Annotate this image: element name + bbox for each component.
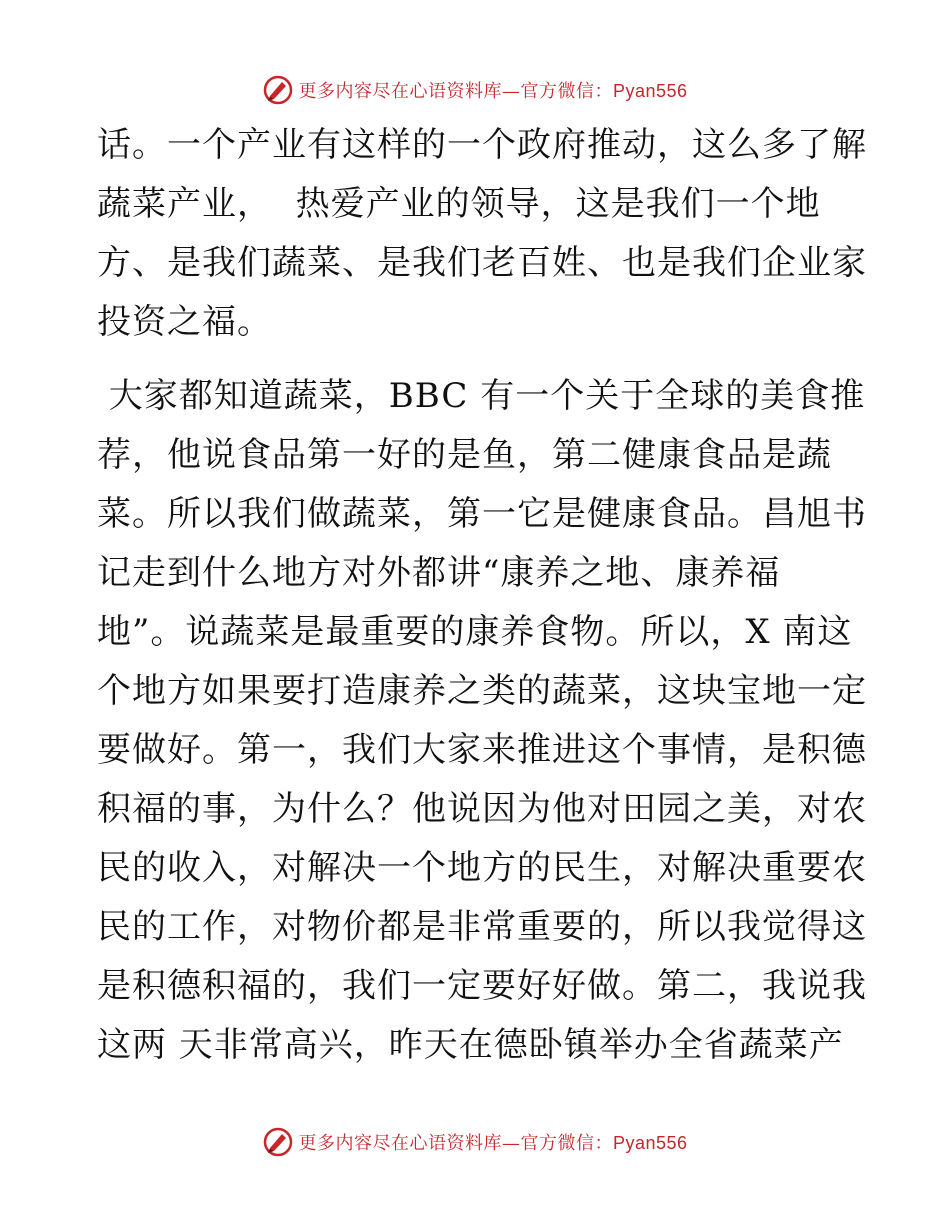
text-line: 记走到什么地方对外都讲“康养之地、康养福 <box>97 553 781 593</box>
header-wechat-id: Pyan556 <box>612 81 688 101</box>
text-line: 荐，他说食品第一好的是鱼，第二健康食品是蔬 <box>97 435 832 475</box>
text-line: 这两 天非常高兴，昨天在德卧镇举办全省蔬菜产 <box>97 1025 844 1065</box>
footer-banner-text <box>298 1129 687 1155</box>
text-line: 要做好。第一，我们大家来推进这个事情，是积德 <box>97 730 867 770</box>
text-line: 菜。所以我们做蔬菜，第一它是健康食品。昌旭书 <box>97 494 867 534</box>
header-banner <box>0 70 950 110</box>
text-line: 是积德积福的，我们一定要好好做。第二，我说我 <box>97 966 867 1006</box>
footer-banner <box>0 1122 950 1162</box>
text-line: 地”。说蔬菜是最重要的康养食物。所以，X 南这 <box>97 612 853 652</box>
text-line: 话。一个产业有这样的一个政府推动，这么多了解 <box>97 125 867 165</box>
footer-banner-label: 更多内容尽在心语资料库—官方微信： <box>298 1133 613 1154</box>
text-line: 大家都知道蔬菜，BBC 有一个关于全球的美食推 <box>97 376 866 416</box>
text-line: 方、是我们蔬菜、是我们老百姓、也是我们企业家 <box>97 243 867 283</box>
text-line: 民的工作，对物价都是非常重要的，所以我觉得这 <box>97 907 867 947</box>
header-banner-text <box>298 77 687 103</box>
text-line: 个地方如果要打造康养之类的蔬菜，这块宝地一定 <box>97 671 867 711</box>
text-line: 投资之福。 <box>97 302 272 342</box>
text-line: 积福的事，为什么？他说因为他对田园之美，对农 <box>97 789 867 829</box>
pen-logo-icon <box>262 1126 294 1158</box>
header-banner-label: 更多内容尽在心语资料库—官方微信： <box>298 81 613 102</box>
footer-wechat-id: Pyan556 <box>612 1133 688 1153</box>
document-body <box>97 125 867 1087</box>
text-line: 蔬菜产业， 热爱产业的领导，这是我们一个地 <box>97 184 821 224</box>
text-line: 民的收入，对解决一个地方的民生，对解决重要农 <box>97 848 867 888</box>
pen-logo-icon <box>262 74 294 106</box>
